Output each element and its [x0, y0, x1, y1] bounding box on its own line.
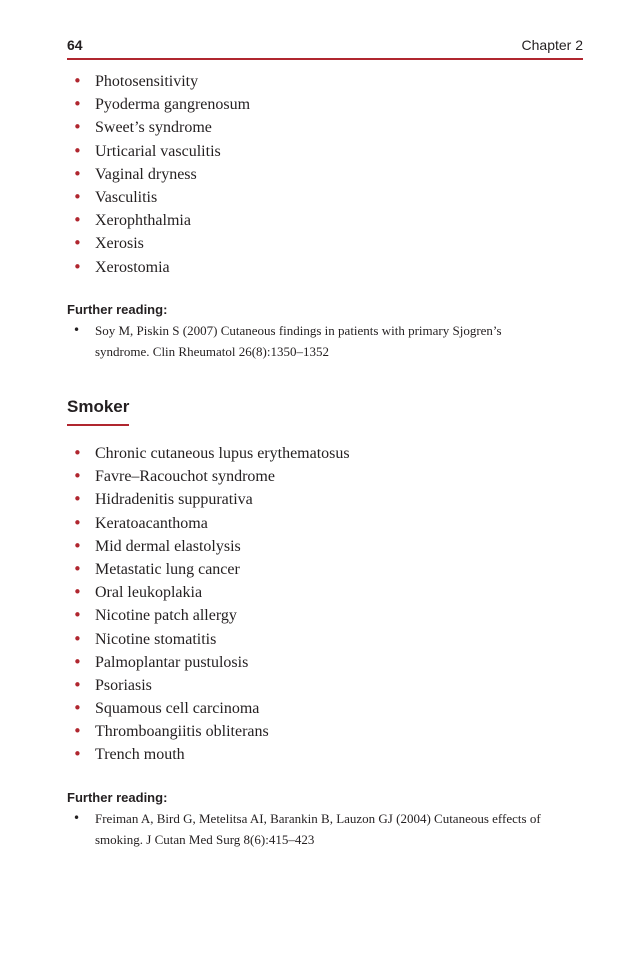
- bullet-icon: •: [73, 559, 82, 578]
- list-item: • Mid dermal elastolysis: [73, 535, 350, 558]
- section-rule: [67, 424, 129, 426]
- further-reading-heading-2: Further reading:: [67, 790, 168, 805]
- list-item: • Xerophthalmia: [73, 209, 250, 232]
- list-item: • Nicotine patch allergy: [73, 604, 350, 627]
- chapter-label: Chapter 2: [521, 37, 583, 53]
- reference-line: smoking. J Cutan Med Surg 8(6):415–423: [95, 832, 315, 847]
- reference-line: Freiman A, Bird G, Metelitsa AI, Barankin B, Lauzon GJ (2004) Cutaneous effects of: [95, 811, 541, 826]
- list-item: • Keratoacanthoma: [73, 512, 350, 535]
- bullet-icon: •: [73, 583, 82, 602]
- list-item: • Thromboangiitis obliterans: [73, 720, 350, 743]
- bullet-icon: •: [73, 444, 82, 462]
- bullet-icon: •: [73, 606, 82, 625]
- bullet-icon: •: [73, 513, 82, 532]
- bullet-icon: •: [73, 95, 82, 114]
- bullet-icon: •: [73, 722, 82, 741]
- bullet-icon: •: [73, 675, 82, 694]
- reference-2: [73, 808, 573, 850]
- list-item: • Metastatic lung cancer: [73, 558, 350, 581]
- list-item: • Vaginal dryness: [73, 163, 250, 186]
- bullet-icon: •: [73, 211, 82, 230]
- bullet-icon: •: [73, 467, 82, 486]
- list-item: • Favre–Racouchot syndrome: [73, 465, 350, 488]
- list-item: • Chronic cutaneous lupus erythematosus: [73, 442, 350, 465]
- reference-1: [73, 320, 573, 362]
- page-header: [67, 34, 583, 56]
- list-item: • Urticarial vasculitis: [73, 140, 250, 163]
- condition-list-1: [73, 70, 250, 279]
- list-item: • Nicotine stomatitis: [73, 628, 350, 651]
- header-rule: [67, 58, 583, 60]
- list-item: • Pyoderma gangrenosum: [73, 93, 250, 116]
- bullet-icon: •: [73, 234, 82, 253]
- section-title: Smoker: [67, 397, 130, 416]
- bullet-icon: •: [73, 652, 82, 671]
- list-item: • Photosensitivity: [73, 70, 250, 93]
- list-item: • Xerostomia: [73, 256, 250, 279]
- bullet-icon: •: [73, 72, 82, 90]
- reference-line: Soy M, Piskin S (2007) Cutaneous findings in patients with primary Sjogren’s: [95, 323, 502, 338]
- list-item: • Palmoplantar pustulosis: [73, 651, 350, 674]
- list-item: • Trench mouth: [73, 743, 350, 766]
- list-item: • Sweet’s syndrome: [73, 116, 250, 139]
- bullet-icon: •: [73, 629, 82, 648]
- bullet-icon: •: [73, 536, 82, 555]
- reference-line: syndrome. Clin Rheumatol 26(8):1350–1352: [95, 344, 329, 359]
- list-item: • Squamous cell carcinoma: [73, 697, 350, 720]
- page-number: 64: [67, 37, 83, 53]
- bullet-icon: •: [73, 811, 81, 825]
- bullet-icon: •: [73, 323, 81, 337]
- condition-list-2: [73, 442, 350, 767]
- bullet-icon: •: [73, 257, 82, 276]
- bullet-icon: •: [73, 187, 82, 206]
- list-item: • Xerosis: [73, 232, 250, 255]
- further-reading-heading-1: Further reading:: [67, 302, 168, 317]
- list-item: • Oral leukoplakia: [73, 581, 350, 604]
- bullet-icon: •: [73, 490, 82, 509]
- bullet-icon: •: [73, 141, 82, 160]
- bullet-icon: •: [73, 745, 82, 764]
- list-item: • Psoriasis: [73, 674, 350, 697]
- list-item: • Vasculitis: [73, 186, 250, 209]
- list-item: • Hidradenitis suppurativa: [73, 488, 350, 511]
- bullet-icon: •: [73, 164, 82, 183]
- bullet-icon: •: [73, 699, 82, 718]
- bullet-icon: •: [73, 118, 82, 137]
